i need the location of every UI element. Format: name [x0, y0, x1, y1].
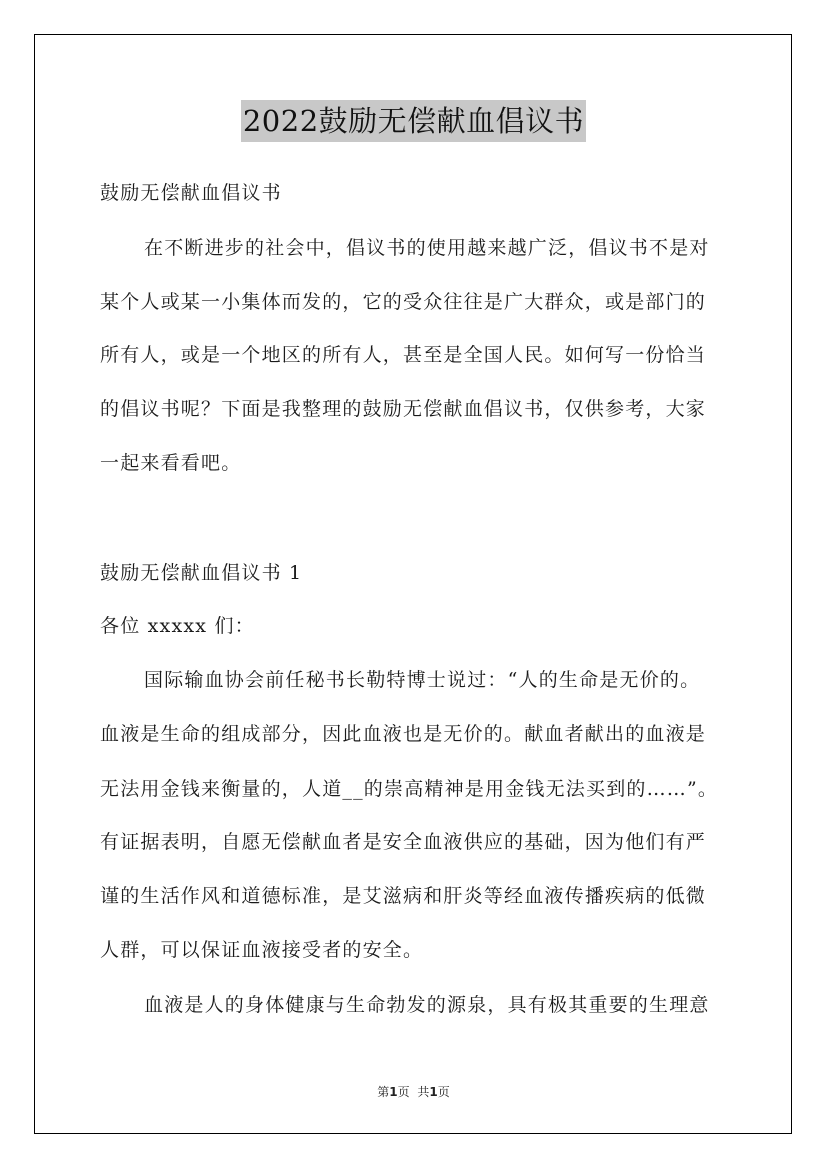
footer-page-number: 1: [389, 1085, 398, 1099]
footer-total-suffix: 页: [437, 1085, 450, 1099]
paragraph-line: 人群，可以保证血液接受者的安全。: [100, 939, 424, 961]
title-wrap: [0, 100, 827, 142]
paragraph-line: 某个人或某一小集体而发的，它的受众往往是广大群众，或是部门的: [100, 291, 707, 313]
page-footer: [0, 1083, 827, 1100]
doc-subtitle: 鼓励无偿献血倡议书: [100, 182, 282, 204]
footer-total-number: 1: [429, 1085, 438, 1099]
paragraph-line: 血液是生命的组成部分，因此血液也是无价的。献血者献出的血液是: [100, 723, 707, 745]
paragraph-line: 在不断进步的社会中，倡议书的使用越来越广泛，倡议书不是对: [144, 237, 710, 259]
footer-total-prefix: 共: [417, 1085, 430, 1099]
footer-page-suffix: 页: [397, 1085, 410, 1099]
paragraph-line: 谨的生活作风和道德标准，是艾滋病和肝炎等经血液传播疾病的低微: [100, 885, 707, 907]
section-heading: 鼓励无偿献血倡议书 1: [100, 562, 303, 584]
paragraph-line: 有证据表明，自愿无偿献血者是安全血液供应的基础，因为他们有严: [100, 831, 707, 853]
paragraph-line: 一起来看看吧。: [100, 452, 242, 474]
document-title: 2022鼓励无偿献血倡议书: [241, 100, 586, 142]
paragraph-line: 国际输血协会前任秘书长勒特博士说过：“人的生命是无价的。: [144, 669, 701, 691]
salutation: 各位 xxxxx 们：: [100, 615, 255, 637]
paragraph-line: 所有人，或是一个地区的所有人，甚至是全国人民。如何写一份恰当: [100, 344, 707, 366]
paragraph-line: 的倡议书呢？下面是我整理的鼓励无偿献血倡议书，仅供参考，大家: [100, 398, 707, 420]
paragraph-line: 无法用金钱来衡量的，人道__的崇高精神是用金钱无法买到的……”。: [100, 778, 719, 800]
footer-page-prefix: 第: [377, 1085, 390, 1099]
paragraph-line: 血液是人的身体健康与生命勃发的源泉，具有极其重要的生理意: [144, 994, 710, 1016]
